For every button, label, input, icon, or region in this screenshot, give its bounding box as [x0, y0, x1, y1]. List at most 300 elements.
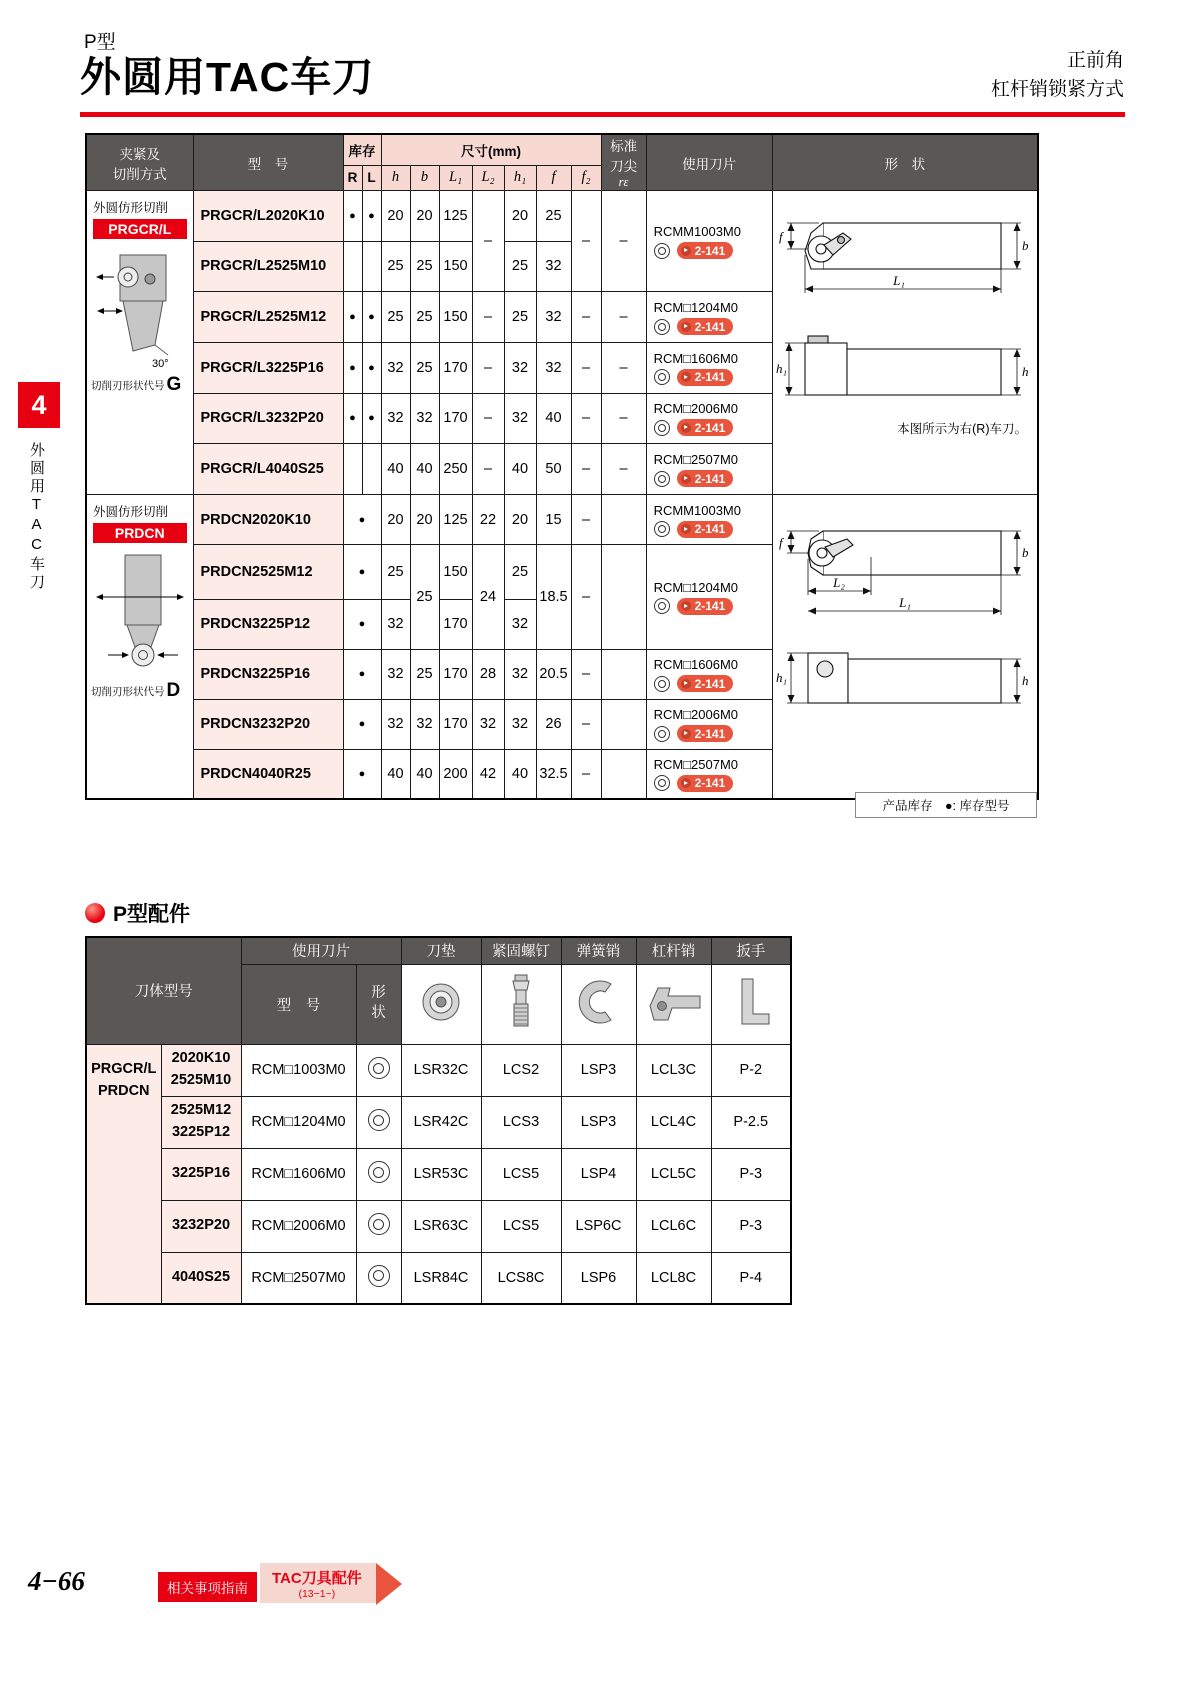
- dim-b: 32: [410, 699, 439, 749]
- dim-f: 32: [536, 292, 571, 343]
- page-ref: 2-141: [694, 370, 726, 385]
- dim-h: 20: [381, 495, 410, 545]
- spring-cell: LSP6C: [561, 1200, 636, 1252]
- screw-cell: LCS2: [481, 1044, 561, 1096]
- page-ref: 2-141: [694, 676, 726, 691]
- header-spring-pin: 弹簧销: [561, 937, 636, 964]
- stock: ●: [343, 749, 381, 799]
- round-insert-icon: [654, 676, 670, 692]
- insert-model: RCM□2507M0: [653, 452, 739, 468]
- dim-h: 32: [381, 393, 410, 444]
- edge-code-label: 切削刃形状代号: [91, 685, 165, 698]
- dim-re: –: [601, 393, 646, 444]
- dim-f2: –: [571, 292, 601, 343]
- arrow-icon: [681, 601, 691, 611]
- dim-h1: 32: [504, 649, 536, 699]
- chapter-vertical-title: 外圆用TAC车刀: [28, 442, 45, 592]
- svg-text:L₁: L₁: [892, 273, 905, 288]
- round-insert-icon: [654, 369, 670, 385]
- page-ref-badge[interactable]: [677, 675, 734, 692]
- page-ref-badge[interactable]: [677, 775, 734, 792]
- dim-h: 32: [381, 599, 410, 649]
- arrow-icon: [681, 372, 691, 382]
- svg-text:h: h: [1021, 364, 1029, 379]
- clamp-method-cell-prdcn: [86, 495, 193, 800]
- stock: ●: [343, 545, 381, 600]
- dim-L2: 32: [472, 699, 504, 749]
- header-l: L: [362, 165, 381, 190]
- tac-link-subref: (13−1~): [298, 1588, 336, 1600]
- dim-f2: –: [571, 495, 601, 545]
- dim-b: 20: [410, 495, 439, 545]
- header-h: h: [381, 165, 410, 190]
- series-badge-prgcr: PRGCR/L: [93, 219, 187, 239]
- dim-h1: 20: [504, 495, 536, 545]
- dim-L1: 170: [439, 342, 472, 393]
- section-bullet-icon: [85, 903, 105, 923]
- dim-L1: 250: [439, 444, 472, 495]
- round-insert-icon: [654, 598, 670, 614]
- model-cell: PRGCR/L2525M12: [193, 292, 343, 343]
- model-cell: PRDCN3225P16: [193, 649, 343, 699]
- angle-label: 30°: [151, 358, 169, 370]
- insert-model: RCM□1204M0: [653, 579, 739, 595]
- dim-L2: –: [472, 191, 504, 292]
- type-label: P型: [84, 32, 116, 53]
- dim-h: 25: [381, 545, 410, 600]
- dim-re: [601, 699, 646, 749]
- model-cell: PRDCN4040R25: [193, 749, 343, 799]
- dim-f: 15: [536, 495, 571, 545]
- round-insert-icon: [654, 521, 670, 537]
- shim-cell: LSR53C: [401, 1148, 481, 1200]
- svg-text:h₁: h₁: [775, 670, 787, 685]
- dim-L2: –: [472, 342, 504, 393]
- page-ref: 2-141: [694, 243, 726, 258]
- insert-shape-cell: [356, 1252, 401, 1304]
- dim-re: –: [601, 444, 646, 495]
- edge-code-label: 切削刃形状代号: [91, 379, 165, 392]
- stock-l: ●: [362, 191, 381, 242]
- cutting-type-label: 外圆仿形切削: [93, 505, 169, 519]
- header-b: b: [410, 165, 439, 190]
- svg-text:h: h: [1021, 673, 1029, 688]
- svg-text:b: b: [1021, 238, 1029, 253]
- shim-cell: LSR84C: [401, 1252, 481, 1304]
- dim-h: 25: [381, 241, 410, 292]
- insert-cell: [646, 495, 772, 545]
- dim-L1: 170: [439, 393, 472, 444]
- dim-h: 40: [381, 444, 410, 495]
- model-cell: PRGCR/L2020K10: [193, 191, 343, 242]
- dim-f: 20.5: [536, 649, 571, 699]
- dim-f2: –: [571, 545, 601, 650]
- model-cell: PRGCR/L3225P16: [193, 342, 343, 393]
- stock-r: ●: [343, 393, 362, 444]
- toolbody-size-cell: 3225P16: [161, 1148, 241, 1200]
- accessories-title-text: P型配件: [113, 903, 191, 926]
- dim-h1: 32: [504, 599, 536, 649]
- dim-re: –: [601, 342, 646, 393]
- model-cell: PRGCR/L2525M10: [193, 241, 343, 292]
- acc-row: [86, 1252, 791, 1304]
- dim-b: 25: [410, 545, 439, 650]
- arrow-icon: [681, 778, 691, 788]
- spring-cell: LSP3: [561, 1044, 636, 1096]
- insert-shape-cell: [356, 1200, 401, 1252]
- dim-f2: –: [571, 444, 601, 495]
- insert-model: RCM□1606M0: [653, 657, 739, 672]
- dim-L1: 170: [439, 599, 472, 649]
- insert-shape-cell: [356, 1044, 401, 1096]
- insert-model: RCMM1003M0: [653, 502, 741, 518]
- lever-cell: LCL4C: [636, 1096, 711, 1148]
- insert-model: RCM□2507M0: [653, 756, 739, 772]
- arrow-icon: [681, 729, 691, 739]
- shim-icon-cell: [401, 964, 481, 1044]
- insert-model-cell: RCM□2006M0: [241, 1200, 356, 1252]
- tac-link-title: TAC刀具配件: [272, 1570, 362, 1587]
- header-lever-pin: 杠杆销: [636, 937, 711, 964]
- round-insert-icon: [368, 1265, 390, 1287]
- stock-l: ●: [362, 292, 381, 343]
- model-cell: PRDCN2020K10: [193, 495, 343, 545]
- dim-L2: 28: [472, 649, 504, 699]
- model-cell: PRDCN2525M12: [193, 545, 343, 600]
- round-insert-icon: [368, 1161, 390, 1183]
- dim-re: [601, 495, 646, 545]
- stock: ●: [343, 649, 381, 699]
- dim-f: 50: [536, 444, 571, 495]
- insert-shape-cell: [356, 1096, 401, 1148]
- shim-icon: [414, 975, 468, 1029]
- dim-re: [601, 545, 646, 650]
- accessories-table: [85, 936, 792, 1305]
- toolbody-size-cell: 2525M12 3225P12: [161, 1096, 241, 1148]
- dim-L1: 125: [439, 495, 472, 545]
- insert-model: RCMM1003M0: [653, 224, 741, 240]
- header-f: f: [536, 165, 571, 190]
- edge-code-letter: D: [166, 680, 181, 701]
- dim-b: 40: [410, 749, 439, 799]
- dim-L2: 24: [472, 545, 504, 650]
- dim-f2: –: [571, 342, 601, 393]
- chapter-tab: 4: [18, 382, 60, 428]
- insert-cell: [646, 444, 772, 495]
- header-stock: 库存: [343, 134, 381, 165]
- dim-h: 32: [381, 342, 410, 393]
- model-cell: PRDCN3232P20: [193, 699, 343, 749]
- dim-f2: –: [571, 699, 601, 749]
- round-insert-icon: [368, 1213, 390, 1235]
- dim-h: 40: [381, 749, 410, 799]
- stock: ●: [343, 599, 381, 649]
- header-h1: h₁: [504, 165, 536, 190]
- dim-f: 32.5: [536, 749, 571, 799]
- dim-b: 25: [410, 342, 439, 393]
- dim-f2: –: [571, 649, 601, 699]
- dim-f: 32: [536, 342, 571, 393]
- page-ref: 2-141: [694, 776, 726, 791]
- lever-cell: LCL8C: [636, 1252, 711, 1304]
- dim-L2: 42: [472, 749, 504, 799]
- toolbody-size-cell: 3232P20: [161, 1200, 241, 1252]
- arrow-icon: [681, 423, 691, 433]
- dim-f: 40: [536, 393, 571, 444]
- insert-cell: [646, 699, 772, 749]
- lever-pin-icon-cell: [636, 964, 711, 1044]
- shape-cell-prdcn: [772, 495, 1038, 800]
- dim-h1: 40: [504, 749, 536, 799]
- header-shape: 形 状: [772, 134, 1038, 191]
- insert-cell: [646, 342, 772, 393]
- round-insert-icon: [654, 243, 670, 259]
- page-ref: 2-141: [694, 420, 726, 435]
- arrow-icon: [681, 322, 691, 332]
- dim-f2: –: [571, 191, 601, 292]
- chevron-right-icon: [376, 1563, 402, 1605]
- model-cell: PRGCR/L4040S25: [193, 444, 343, 495]
- header-insert-shape: 形状: [356, 964, 401, 1044]
- page-ref: 2-141: [694, 471, 726, 486]
- header-shim: 刀垫: [401, 937, 481, 964]
- dim-f2: –: [571, 393, 601, 444]
- round-insert-icon: [654, 775, 670, 791]
- shim-cell: LSR63C: [401, 1200, 481, 1252]
- page-title: 外圆用TAC车刀: [80, 54, 375, 100]
- header-dimensions: 尺寸(mm): [381, 134, 601, 165]
- acc-row: [86, 1096, 791, 1148]
- dim-re: –: [601, 292, 646, 343]
- insert-model-cell: RCM□1606M0: [241, 1148, 356, 1200]
- title-rule: [80, 112, 1125, 117]
- wrench-icon-cell: [711, 964, 791, 1044]
- header-insert-model: 型 号: [241, 964, 356, 1044]
- insert-model-cell: RCM□1003M0: [241, 1044, 356, 1096]
- dim-L2: 22: [472, 495, 504, 545]
- accessories-section-title: [85, 898, 190, 928]
- dim-h1: 20: [504, 191, 536, 242]
- wrench-cell: P-4: [711, 1252, 791, 1304]
- stock: ●: [343, 495, 381, 545]
- dim-h1: 25: [504, 292, 536, 343]
- cutting-type-label: 外圆仿形切削: [93, 201, 169, 215]
- series-badge-prdcn: PRDCN: [93, 523, 187, 543]
- round-insert-icon: [654, 319, 670, 335]
- dim-L1: 150: [439, 545, 472, 600]
- dim-b: 25: [410, 241, 439, 292]
- header-r: R: [343, 165, 362, 190]
- tool-illustration-prdcn: [92, 547, 188, 677]
- dim-L1: 150: [439, 241, 472, 292]
- dim-re: –: [601, 191, 646, 292]
- page-ref: 2-141: [694, 599, 726, 614]
- header-toolbody-model: 刀体型号: [86, 937, 241, 1044]
- wrench-cell: P-3: [711, 1200, 791, 1252]
- lever-cell: LCL3C: [636, 1044, 711, 1096]
- screw-icon-cell: [481, 964, 561, 1044]
- toolbody-series-cell: PRGCR/L PRDCN: [86, 1044, 161, 1304]
- insert-cell: [646, 191, 772, 292]
- dim-b: 32: [410, 393, 439, 444]
- dim-f2: –: [571, 749, 601, 799]
- insert-cell: [646, 749, 772, 799]
- insert-cell: [646, 292, 772, 343]
- stock-legend: 产品库存 ●: 库存型号: [855, 792, 1037, 818]
- product-row: [86, 191, 1038, 242]
- wrench-icon: [728, 974, 774, 1030]
- wrench-cell: P-3: [711, 1148, 791, 1200]
- round-insert-icon: [368, 1057, 390, 1079]
- insert-model-cell: RCM□2507M0: [241, 1252, 356, 1304]
- model-cell: PRDCN3225P12: [193, 599, 343, 649]
- stock-l: ●: [362, 393, 381, 444]
- screw-cell: LCS3: [481, 1096, 561, 1148]
- shape-note: 本图所示为右(R)车刀。: [896, 422, 1027, 436]
- insert-model-cell: RCM□1204M0: [241, 1096, 356, 1148]
- round-insert-icon: [654, 420, 670, 436]
- dim-L2: –: [472, 393, 504, 444]
- tool-illustration-prgcr: [92, 243, 188, 371]
- dim-L1: 170: [439, 649, 472, 699]
- svg-text:h₁: h₁: [775, 361, 787, 376]
- dim-b: 40: [410, 444, 439, 495]
- dim-h1: 25: [504, 241, 536, 292]
- stock-r: [343, 444, 362, 495]
- acc-header-row: [86, 937, 791, 964]
- rake-note: 正前角: [1066, 50, 1124, 71]
- header-wrench: 扳手: [711, 937, 791, 964]
- lever-cell: LCL6C: [636, 1200, 711, 1252]
- dim-b: 20: [410, 191, 439, 242]
- header-model: 型 号: [193, 134, 343, 191]
- page-number: 4−66: [28, 1566, 85, 1596]
- spring-pin-icon: [571, 975, 627, 1029]
- round-insert-icon: [368, 1109, 390, 1131]
- related-guide-label: 相关事项指南: [158, 1572, 257, 1602]
- dim-h1: 25: [504, 545, 536, 600]
- dim-L1: 150: [439, 292, 472, 343]
- insert-shape-cell: [356, 1148, 401, 1200]
- stock-l: ●: [362, 342, 381, 393]
- dim-h1: 32: [504, 342, 536, 393]
- dim-h: 32: [381, 649, 410, 699]
- header-L2: L₂: [472, 165, 504, 190]
- dim-f: 25: [536, 191, 571, 242]
- wrench-cell: P-2: [711, 1044, 791, 1096]
- insert-model: RCM□2006M0: [653, 401, 739, 417]
- svg-text:L₂: L₂: [832, 575, 845, 590]
- dim-h1: 32: [504, 393, 536, 444]
- product-row: [86, 495, 1038, 545]
- page-ref-badge[interactable]: [677, 521, 734, 538]
- dim-f: 26: [536, 699, 571, 749]
- arrow-icon: [681, 246, 691, 256]
- tac-accessories-link[interactable]: [260, 1563, 376, 1603]
- stock-l: [362, 444, 381, 495]
- dim-h: 20: [381, 191, 410, 242]
- round-insert-icon: [654, 471, 670, 487]
- insert-model: RCM□2006M0: [653, 707, 739, 722]
- header-clamp-method: 夹紧及 切削方式: [86, 134, 193, 191]
- dim-L1: 200: [439, 749, 472, 799]
- clamp-screw-icon: [505, 972, 537, 1032]
- dim-L1: 125: [439, 191, 472, 242]
- insert-cell: [646, 649, 772, 699]
- svg-text:f: f: [778, 535, 783, 550]
- page-ref-badge[interactable]: [677, 318, 734, 335]
- round-insert-icon: [654, 726, 670, 742]
- dim-b: 25: [410, 292, 439, 343]
- dim-L2: –: [472, 444, 504, 495]
- dim-b: 25: [410, 649, 439, 699]
- svg-text:b: b: [1021, 545, 1029, 560]
- dim-f: 18.5: [536, 545, 571, 650]
- shape-drawing-prdcn: [775, 497, 1033, 791]
- insert-model: RCM□1606M0: [653, 350, 739, 366]
- spring-pin-icon-cell: [561, 964, 636, 1044]
- header-insert: 使用刀片: [646, 134, 772, 191]
- dim-re: [601, 749, 646, 799]
- page-ref: 2-141: [694, 726, 726, 741]
- page-ref-badge[interactable]: [677, 725, 734, 742]
- dim-re: [601, 649, 646, 699]
- stock-r: ●: [343, 292, 362, 343]
- screw-cell: LCS8C: [481, 1252, 561, 1304]
- shape-drawing-prgcr: [775, 193, 1033, 487]
- spring-cell: LSP3: [561, 1096, 636, 1148]
- stock-l: [362, 241, 381, 292]
- page-ref-badge[interactable]: [677, 470, 734, 487]
- header-row: [86, 134, 1038, 165]
- shim-cell: LSR32C: [401, 1044, 481, 1096]
- lever-pin-icon: [642, 976, 706, 1028]
- edge-code-letter: G: [166, 374, 182, 395]
- arrow-icon: [681, 474, 691, 484]
- acc-row: [86, 1200, 791, 1252]
- page-ref: 2-141: [694, 522, 726, 536]
- dim-h: 25: [381, 292, 410, 343]
- clamp-method-cell-prgcr: [86, 191, 193, 495]
- header-insert-used: 使用刀片: [241, 937, 401, 964]
- page-ref: 2-141: [694, 319, 726, 334]
- page-ref-badge[interactable]: [677, 242, 734, 259]
- shim-cell: LSR42C: [401, 1096, 481, 1148]
- clamp-style-note: 杠杆销锁紧方式: [990, 79, 1124, 101]
- dim-h: 32: [381, 699, 410, 749]
- header-f2: f₂: [571, 165, 601, 190]
- stock-r: ●: [343, 342, 362, 393]
- page-ref-badge[interactable]: [677, 369, 734, 386]
- header-notes: [991, 46, 1124, 105]
- header-clamp-screw: 紧固螺钉: [481, 937, 561, 964]
- model-cell: PRGCR/L3232P20: [193, 393, 343, 444]
- lever-cell: LCL5C: [636, 1148, 711, 1200]
- dim-L2: –: [472, 292, 504, 343]
- dim-h1: 40: [504, 444, 536, 495]
- dim-h1: 32: [504, 699, 536, 749]
- svg-text:f: f: [778, 229, 783, 244]
- toolbody-size-cell: 2020K10 2525M10: [161, 1044, 241, 1096]
- page-ref-badge[interactable]: [677, 598, 734, 615]
- spring-cell: LSP4: [561, 1148, 636, 1200]
- acc-row: [86, 1044, 791, 1096]
- dim-L1: 170: [439, 699, 472, 749]
- svg-text:L₁: L₁: [898, 595, 911, 610]
- page-ref-badge[interactable]: [677, 419, 734, 436]
- main-products-table: [85, 133, 1039, 800]
- insert-model: RCM□1204M0: [653, 300, 739, 316]
